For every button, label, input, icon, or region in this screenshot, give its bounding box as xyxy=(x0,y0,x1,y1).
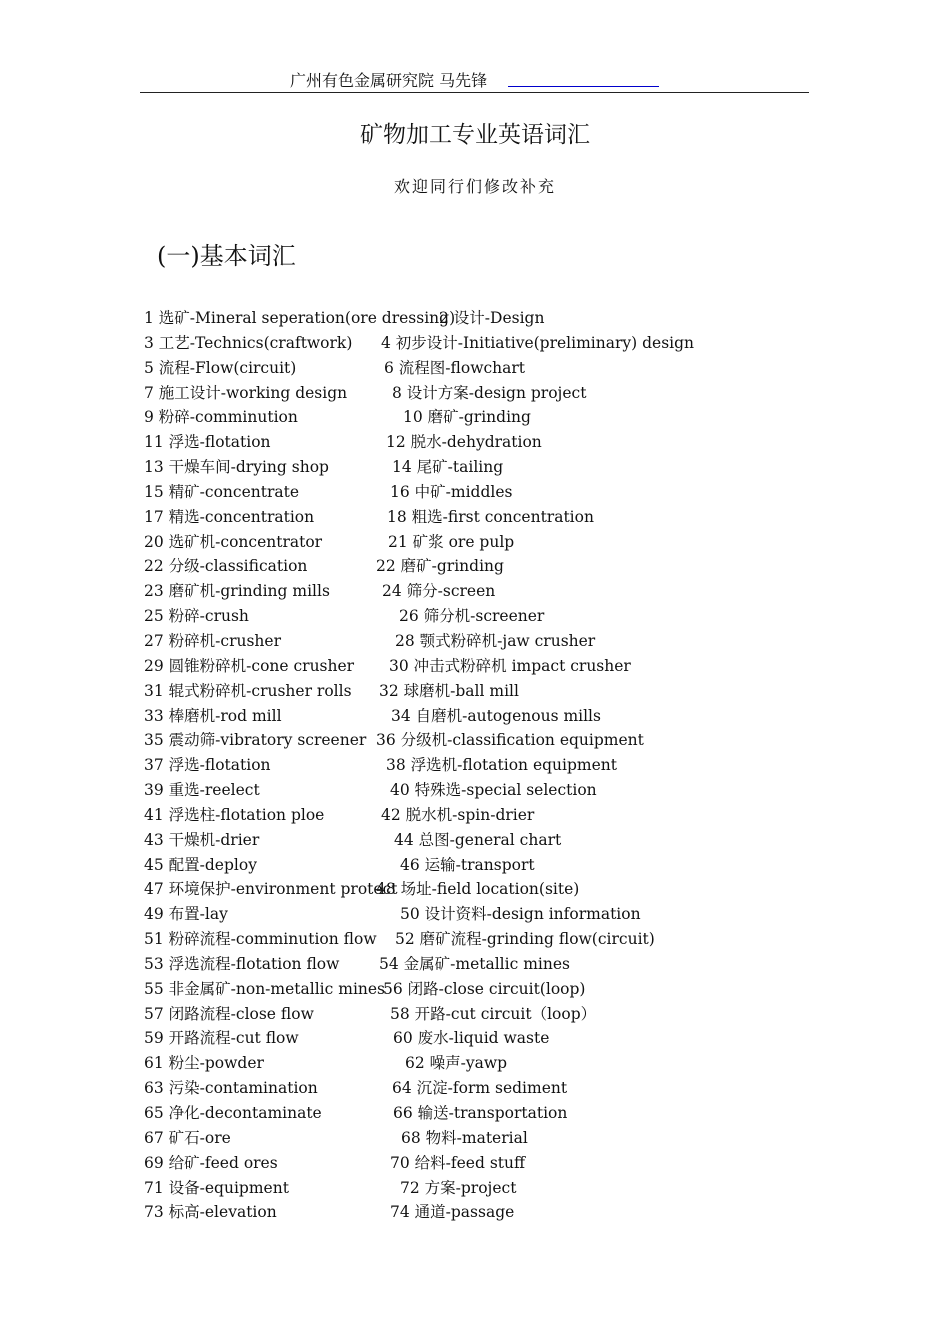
vocab-term-left: 29 圆锥粉碎机-cone crusher xyxy=(144,656,355,675)
vocab-term-left: 55 非金属矿-non-metallic mines xyxy=(144,979,386,998)
document-title: 矿物加工专业英语词汇 xyxy=(360,122,590,148)
vocab-row xyxy=(144,927,844,952)
vocab-term-right: 12 脱水-dehydration xyxy=(386,433,542,452)
document-subtitle: 欢迎同行们修改补充 xyxy=(393,177,556,196)
vocab-row xyxy=(144,1101,844,1126)
vocab-term-right: 2 设计-Design xyxy=(439,309,545,327)
vocab-term-right: 62 噪声-yawp xyxy=(405,1054,508,1073)
vocab-row xyxy=(144,803,844,828)
vocab-term-left: 20 选矿机-concentrator xyxy=(144,532,323,551)
vocab-term-left: 3 工艺-Technics(craftwork) xyxy=(144,333,353,352)
vocab-row xyxy=(144,679,844,704)
vocab-term-left: 45 配置-deploy xyxy=(144,855,257,874)
vocab-row xyxy=(144,381,844,406)
vocab-row xyxy=(144,778,844,803)
vocab-term-left: 37 浮选-flotation xyxy=(144,756,271,775)
vocab-term-left: 71 设备-equipment xyxy=(144,1178,289,1197)
vocab-term-right: 22 磨矿-grinding xyxy=(376,557,504,576)
vocab-term-right: 40 特殊选-special selection xyxy=(390,781,597,800)
vocab-term-left: 17 精选-concentration xyxy=(144,507,315,526)
vocab-row xyxy=(144,828,844,853)
vocab-term-right: 42 脱水机-spin-drier xyxy=(381,805,535,824)
vocab-term-left: 39 重选-reelect xyxy=(144,781,260,800)
vocab-row xyxy=(144,977,844,1002)
vocab-row xyxy=(144,1176,844,1201)
vocab-term-left: 53 浮选流程-flotation flow xyxy=(144,954,340,973)
vocab-term-left: 35 震动筛-vibratory screener xyxy=(144,731,367,750)
vocab-term-left: 31 辊式粉碎机-crusher rolls xyxy=(144,681,352,700)
vocab-row xyxy=(144,728,844,753)
vocab-row xyxy=(144,1026,844,1051)
vocab-term-left: 11 浮选-flotation xyxy=(144,433,271,452)
vocab-term-right: 74 通道-passage xyxy=(390,1203,515,1222)
vocab-term-right: 10 磨矿-grinding xyxy=(403,408,531,427)
vocab-term-left: 41 浮选柱-flotation ploe xyxy=(144,805,325,824)
vocab-term-left: 49 布置-lay xyxy=(144,905,228,924)
vocab-term-left: 23 磨矿机-grinding mills xyxy=(144,582,330,601)
vocab-term-right: 18 粗选-first concentration xyxy=(387,507,594,526)
vocab-row xyxy=(144,331,844,356)
vocab-term-left: 51 粉碎流程-comminution flow xyxy=(144,930,377,949)
vocab-term-left: 5 流程-Flow(circuit) xyxy=(144,358,297,377)
vocab-term-right: 34 自磨机-autogenous mills xyxy=(391,706,601,725)
vocab-row xyxy=(144,902,844,927)
vocab-term-right: 60 废水-liquid waste xyxy=(393,1029,550,1048)
vocab-term-right: 14 尾矿-tailing xyxy=(392,458,504,477)
vocab-row xyxy=(144,505,844,530)
vocab-term-left: 43 干燥机-drier xyxy=(144,830,260,849)
vocab-term-left: 7 施工设计-working design xyxy=(144,383,348,402)
vocab-row xyxy=(144,480,844,505)
vocab-term-left: 13 干燥车间-drying shop xyxy=(144,458,329,477)
vocab-term-right: 72 方案-project xyxy=(400,1178,517,1197)
vocab-term-right: 66 输送-transportation xyxy=(393,1104,568,1122)
vocab-term-right: 32 球磨机-ball mill xyxy=(379,681,519,700)
vocab-term-left: 22 分级-classification xyxy=(144,557,308,576)
vocab-term-right: 44 总图-general chart xyxy=(394,830,562,849)
vocab-term-left: 15 精矿-concentrate xyxy=(144,482,300,501)
header-underline xyxy=(508,86,659,87)
vocab-row xyxy=(144,1126,844,1151)
section-heading: (一)基本词汇 xyxy=(157,242,296,270)
vocab-term-right: 38 浮选机-flotation equipment xyxy=(386,756,617,775)
page-header xyxy=(140,62,809,93)
vocab-term-left: 69 给矿-feed ores xyxy=(144,1153,278,1172)
vocab-term-left: 25 粉碎-crush xyxy=(144,607,249,626)
vocab-term-right: 58 开路-cut circuit（loop） xyxy=(390,1004,597,1023)
vocab-term-left: 65 净化-decontaminate xyxy=(144,1104,322,1122)
vocab-term-left: 61 粉尘-powder xyxy=(144,1054,264,1073)
vocab-row xyxy=(144,704,844,729)
vocab-term-right: 52 磨矿流程-grinding flow(circuit) xyxy=(395,930,655,949)
vocab-row xyxy=(144,1076,844,1101)
vocab-row xyxy=(144,1051,844,1076)
vocab-term-left: 47 环境保护-environment protect xyxy=(144,880,398,899)
vocab-term-right: 50 设计资料-design information xyxy=(400,905,641,924)
vocab-row xyxy=(144,554,844,579)
vocab-term-left: 27 粉碎机-crusher xyxy=(144,631,281,650)
vocab-term-right: 4 初步设计-Initiative(preliminary) design xyxy=(381,333,695,352)
vocab-row xyxy=(144,455,844,480)
vocab-term-left: 57 闭路流程-close flow xyxy=(144,1004,314,1023)
vocab-row xyxy=(144,604,844,629)
vocab-row xyxy=(144,579,844,604)
vocab-term-right: 56 闭路-close circuit(loop) xyxy=(383,979,586,998)
vocab-row xyxy=(144,753,844,778)
vocab-term-left: 59 开路流程-cut flow xyxy=(144,1029,299,1048)
vocab-term-right: 64 沉淀-form sediment xyxy=(392,1079,568,1098)
vocab-row xyxy=(144,1200,844,1225)
vocab-row xyxy=(144,952,844,977)
vocab-term-right: 54 金属矿-metallic mines xyxy=(379,954,570,973)
vocab-term-right: 28 颚式粉碎机-jaw crusher xyxy=(395,631,596,650)
vocab-term-right: 48 场址-field location(site) xyxy=(376,880,580,899)
vocab-row xyxy=(144,877,844,902)
vocab-row xyxy=(144,1151,844,1176)
vocab-term-right: 70 给料-feed stuff xyxy=(390,1153,525,1172)
vocab-row xyxy=(144,853,844,878)
vocab-term-left: 63 污染-contamination xyxy=(144,1079,318,1098)
vocab-term-right: 21 矿浆 ore pulp xyxy=(388,532,515,551)
vocab-row xyxy=(144,430,844,455)
vocab-term-right: 30 冲击式粉碎机 impact crusher xyxy=(389,656,631,675)
vocab-term-right: 46 运输-transport xyxy=(400,855,535,874)
vocab-row xyxy=(144,405,844,430)
vocab-term-right: 6 流程图-flowchart xyxy=(384,358,526,377)
header-text: 广州有色金属研究院 马先锋 xyxy=(290,71,488,90)
vocab-term-right: 36 分级机-classification equipment xyxy=(376,731,644,750)
vocab-term-left: 67 矿石-ore xyxy=(144,1128,231,1147)
vocab-term-right: 8 设计方案-design project xyxy=(392,383,587,402)
vocab-row xyxy=(144,356,844,381)
vocab-row xyxy=(144,629,844,654)
vocab-term-left: 1 选矿-Mineral seperation(ore dressing) xyxy=(144,309,456,327)
vocab-term-left: 73 标高-elevation xyxy=(144,1203,277,1222)
vocabulary-list xyxy=(144,306,844,1225)
vocab-term-right: 26 筛分机-screener xyxy=(399,607,545,626)
vocab-term-left: 9 粉碎-comminution xyxy=(144,408,298,427)
vocab-row xyxy=(144,530,844,555)
vocab-row xyxy=(144,1002,844,1027)
vocab-term-right: 24 筛分-screen xyxy=(382,582,496,601)
vocab-term-right: 68 物料-material xyxy=(401,1128,528,1147)
vocab-row xyxy=(144,306,844,331)
vocab-row xyxy=(144,654,844,679)
vocab-term-right: 16 中矿-middles xyxy=(390,482,513,501)
vocab-term-left: 33 棒磨机-rod mill xyxy=(144,706,282,725)
